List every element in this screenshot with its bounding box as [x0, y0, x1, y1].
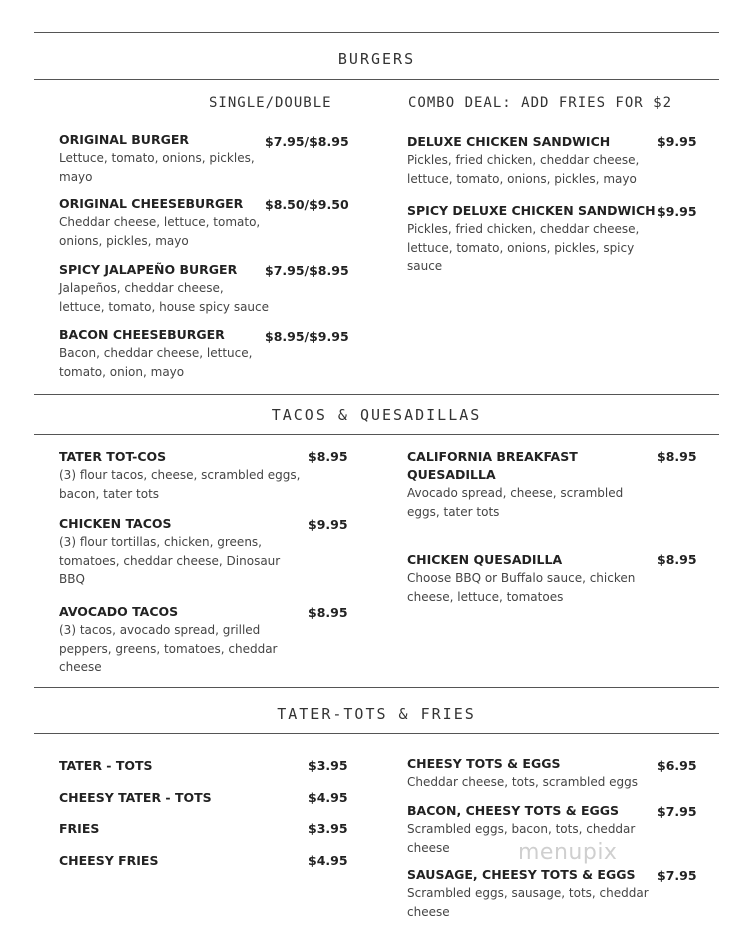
menu-item [59, 603, 277, 677]
item-desc: lettuce, tomato, onions, pickles, mayo [407, 171, 637, 186]
item-name: CHICKEN QUESADILLA [407, 552, 563, 567]
single-double-header: SINGLE/DOUBLE [209, 95, 332, 111]
menu-item [407, 866, 649, 921]
item-price: $8.50/$9.50 [265, 197, 349, 212]
item-desc: Scrambled eggs, bacon, tots, cheddar [407, 822, 636, 836]
menu-item [59, 515, 280, 589]
item-name: FRIES [59, 821, 100, 836]
item-desc: (3) flour tacos, cheese, scrambled eggs, [59, 468, 301, 482]
watermark: menupix [518, 840, 618, 865]
item-desc: tomatoes, cheddar cheese, Dinosaur [59, 553, 281, 568]
item-name: ORIGINAL BURGER [59, 132, 189, 147]
menu-item [407, 133, 639, 188]
item-desc: cheese [407, 904, 450, 919]
item-price: $8.95 [657, 449, 697, 464]
item-price: $3.95 [308, 821, 348, 836]
item-desc: lettuce, tomato, onions, pickles, spicy [407, 240, 635, 255]
item-price: $8.95 [308, 449, 348, 464]
item-price: $7.95/$8.95 [265, 263, 349, 278]
item-price: $7.95/$8.95 [265, 134, 349, 149]
item-name: AVOCADO TACOS [59, 604, 179, 619]
item-price: $3.95 [308, 758, 348, 773]
item-price: $7.95 [657, 868, 697, 883]
item-desc: Pickles, fried chicken, cheddar cheese, [407, 222, 640, 236]
section-title-tacos: TACOS & QUESADILLAS [271, 406, 482, 424]
item-name: SPICY JALAPEÑO BURGER [59, 262, 238, 277]
item-desc: eggs, tater tots [407, 504, 500, 519]
divider [34, 733, 719, 734]
item-desc: Pickles, fried chicken, cheddar cheese, [407, 153, 640, 167]
item-desc: (3) flour tortillas, chicken, greens, [59, 535, 262, 549]
divider [34, 687, 719, 688]
item-name: ORIGINAL CHEESEBURGER [59, 196, 244, 211]
item-name: CHEESY TATER - TOTS [59, 790, 212, 805]
item-price: $8.95 [308, 605, 348, 620]
item-desc: Choose BBQ or Buffalo sauce, chicken [407, 571, 636, 585]
item-price: $8.95 [657, 552, 697, 567]
item-desc: Lettuce, tomato, onions, pickles, [59, 151, 255, 165]
item-desc: onions, pickles, mayo [59, 233, 189, 248]
menu-item [59, 448, 300, 503]
item-name: SAUSAGE, CHEESY TOTS & EGGS [407, 867, 636, 882]
item-name: BACON, CHEESY TOTS & EGGS [407, 803, 620, 818]
menu-item [407, 202, 656, 276]
item-desc: bacon, tater tots [59, 486, 160, 501]
item-price: $9.95 [657, 134, 697, 149]
item-name: QUESADILLA [407, 467, 496, 482]
item-desc: lettuce, tomato, house spicy sauce [59, 299, 270, 314]
item-desc: sauce [407, 259, 443, 273]
item-name: CHEESY FRIES [59, 853, 159, 868]
item-name: TATER - TOTS [59, 758, 153, 773]
divider [34, 434, 719, 435]
section-title-tots: TATER-TOTS & FRIES [277, 705, 476, 723]
item-price: $6.95 [657, 758, 697, 773]
item-desc: cheese [59, 660, 102, 674]
item-name: CALIFORNIA BREAKFAST [407, 449, 578, 464]
menu-item [59, 261, 269, 316]
menu-item [59, 195, 260, 250]
item-price: $4.95 [308, 790, 348, 805]
item-name: DELUXE CHICKEN SANDWICH [407, 134, 611, 149]
item-desc: Cheddar cheese, lettuce, tomato, [59, 215, 261, 229]
item-desc: cheese, lettuce, tomatoes [407, 589, 564, 604]
item-price: $9.95 [657, 204, 697, 219]
item-name: SPICY DELUXE CHICKEN SANDWICH [407, 203, 656, 218]
item-desc: mayo [59, 169, 93, 184]
item-desc: peppers, greens, tomatoes, cheddar [59, 641, 278, 656]
divider [34, 32, 719, 33]
item-desc: Jalapeños, cheddar cheese, [59, 281, 224, 295]
item-desc: Bacon, cheddar cheese, lettuce, [59, 346, 253, 360]
menu-item [59, 326, 252, 381]
item-name: CHICKEN TACOS [59, 516, 172, 531]
item-price: $4.95 [308, 853, 348, 868]
menu-item [407, 755, 638, 792]
menu-item [59, 131, 255, 186]
combo-deal-header: COMBO DEAL: ADD FRIES FOR $2 [408, 95, 673, 111]
item-name: TATER TOT-COS [59, 449, 167, 464]
item-desc: Scrambled eggs, sausage, tots, cheddar [407, 886, 649, 900]
item-desc: cheese [407, 840, 450, 855]
divider [34, 394, 719, 395]
item-desc: tomato, onion, mayo [59, 364, 185, 379]
menu-item [407, 448, 623, 521]
item-price: $9.95 [308, 517, 348, 532]
menu-item [407, 551, 635, 606]
section-title-burgers: BURGERS [337, 50, 416, 68]
item-desc: Cheddar cheese, tots, scrambled eggs [407, 775, 639, 789]
divider [34, 79, 719, 80]
item-price: $7.95 [657, 804, 697, 819]
item-desc: Avocado spread, cheese, scrambled [407, 486, 624, 500]
item-name: CHEESY TOTS & EGGS [407, 756, 561, 771]
item-desc: (3) tacos, avocado spread, grilled [59, 623, 261, 637]
item-price: $8.95/$9.95 [265, 329, 349, 344]
item-desc: BBQ [59, 572, 85, 586]
item-name: BACON CHEESEBURGER [59, 327, 225, 342]
